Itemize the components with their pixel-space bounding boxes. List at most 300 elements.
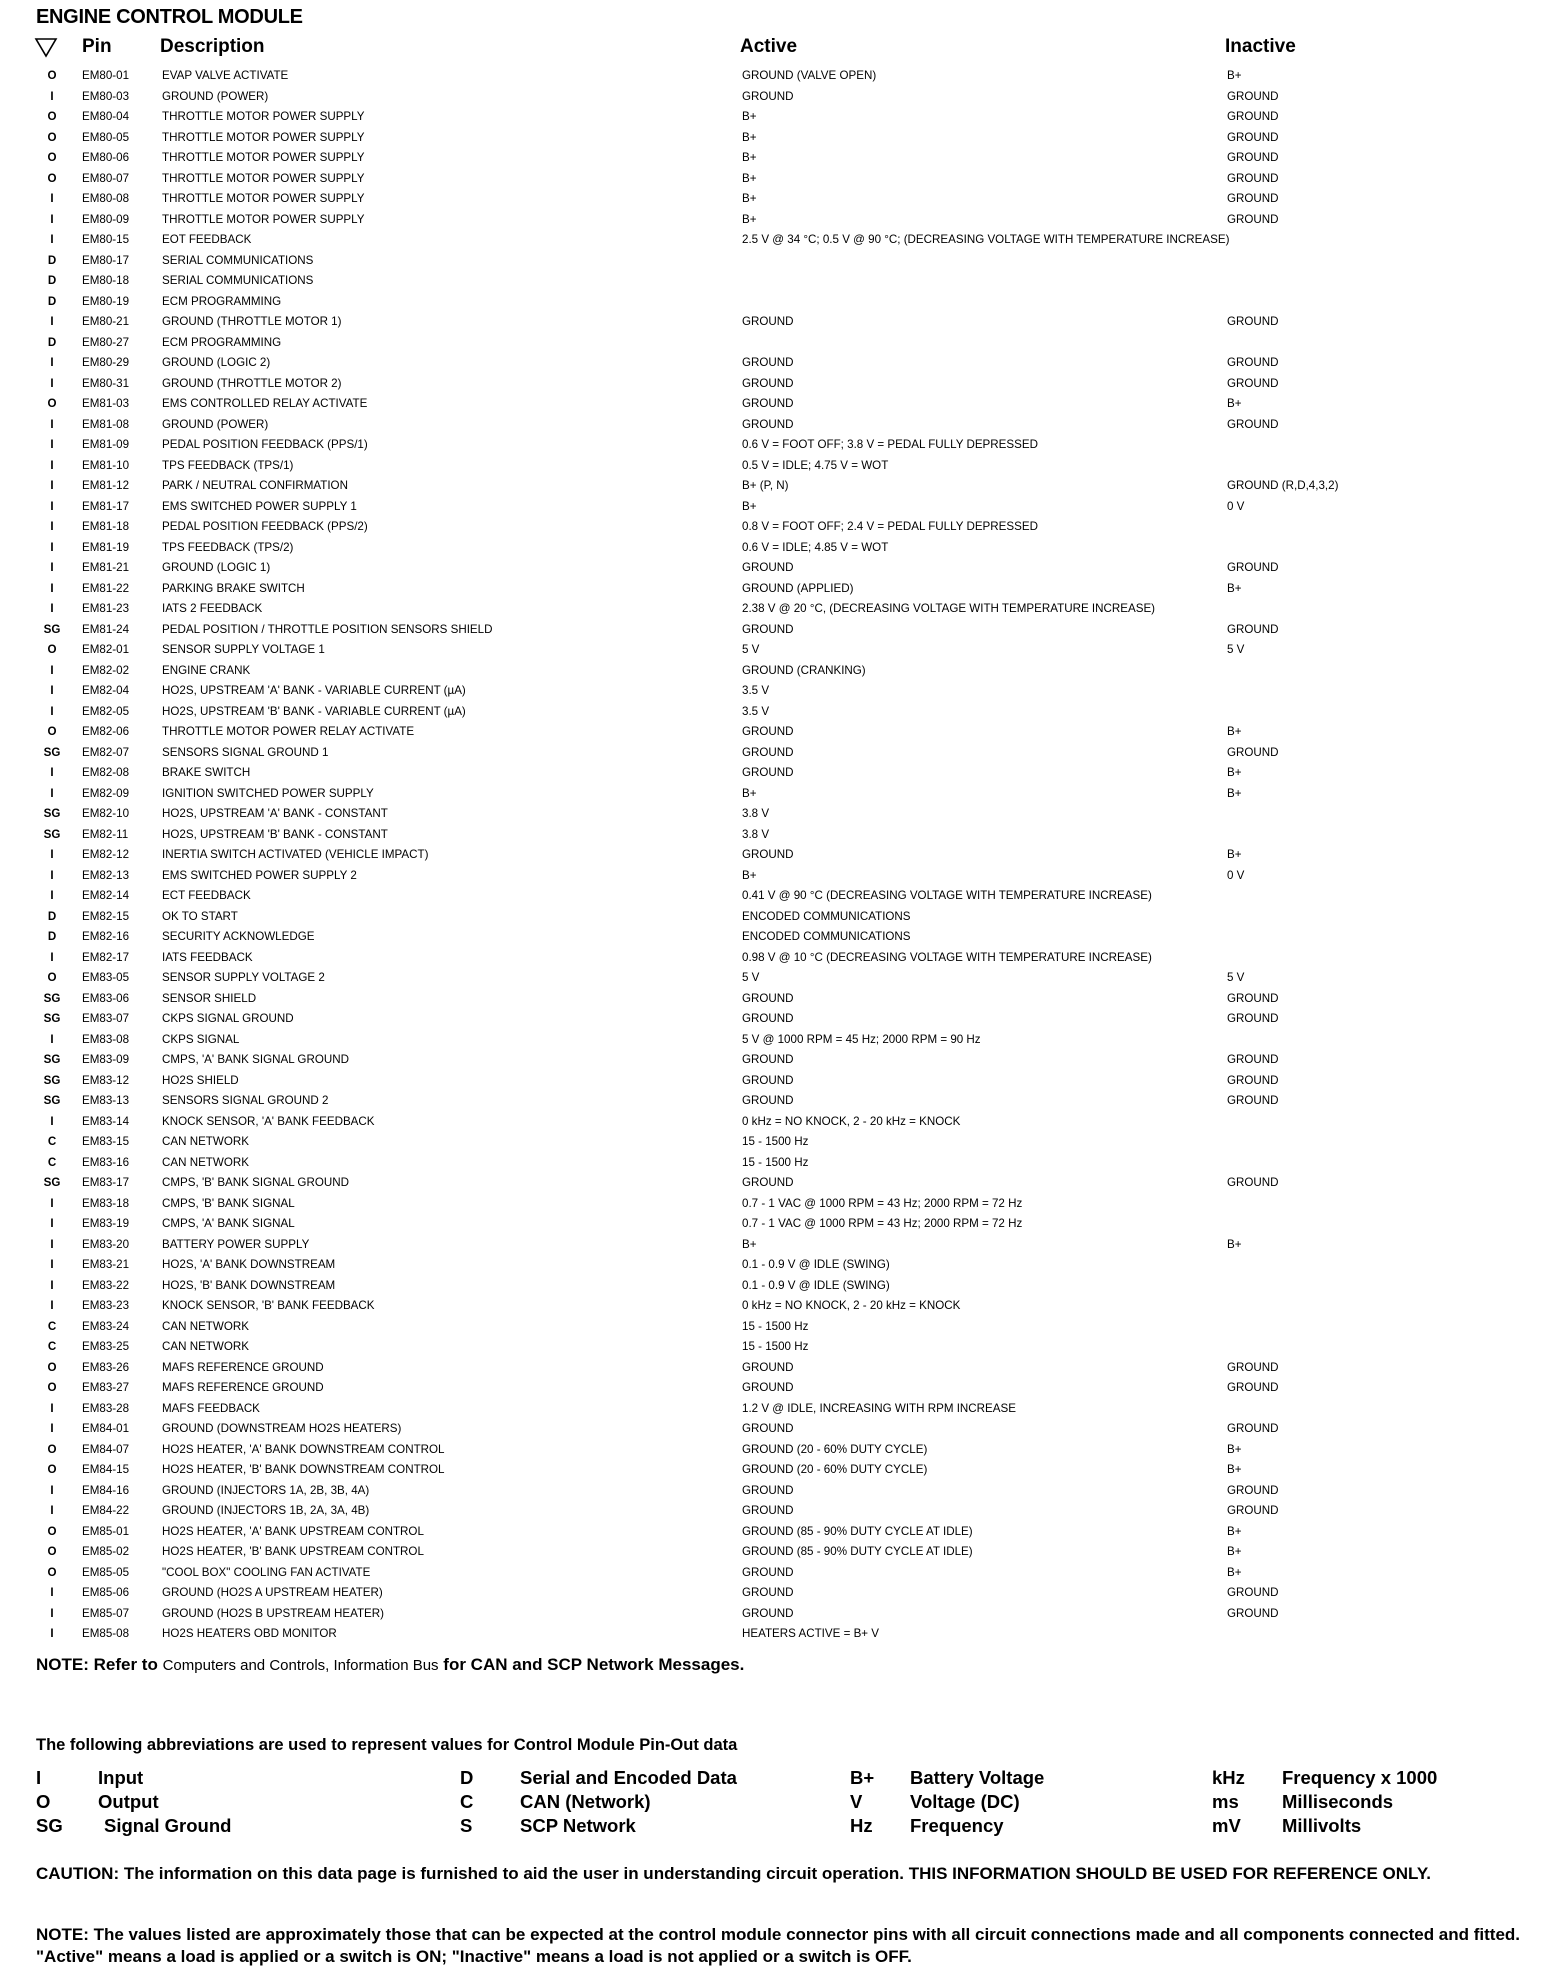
- pin-description: MAFS REFERENCE GROUND: [162, 1381, 324, 1394]
- io-type: SG: [43, 1094, 61, 1107]
- io-type: I: [50, 1196, 54, 1210]
- note-refer: Refer to: [93, 1655, 158, 1674]
- io-type: D: [47, 909, 57, 923]
- pin-description: EMS SWITCHED POWER SUPPLY 1: [162, 499, 357, 513]
- pin-id: EM81-03: [82, 397, 130, 410]
- pin-id: EM85-07: [82, 1606, 130, 1620]
- pin-id: EM82-02: [82, 663, 130, 677]
- pin-description: CMPS, 'B' BANK SIGNAL GROUND: [162, 1176, 349, 1189]
- header-pin: Pin: [82, 36, 112, 57]
- table-row: [0, 210, 1568, 231]
- pin-description: SERIAL COMMUNICATIONS: [162, 274, 314, 287]
- pin-id: EM83-27: [82, 1381, 130, 1394]
- io-type: I: [50, 540, 54, 554]
- pin-id: EM83-20: [82, 1237, 130, 1251]
- pin-description: HO2S, UPSTREAM 'B' BANK - CONSTANT: [162, 827, 388, 841]
- table-row: [0, 1276, 1568, 1297]
- abbreviation-code: S: [460, 1815, 473, 1836]
- pin-description: IATS FEEDBACK: [162, 950, 253, 964]
- pin-description: EVAP VALVE ACTIVATE: [162, 69, 289, 82]
- pin-description: EMS CONTROLLED RELAY ACTIVATE: [162, 397, 368, 410]
- active-value: GROUND: [742, 1565, 794, 1579]
- table-row: [0, 87, 1568, 108]
- io-type: I: [50, 561, 54, 574]
- active-value: B+: [742, 151, 757, 164]
- pin-id: EM80-21: [82, 315, 130, 328]
- pin-id: EM82-16: [82, 930, 130, 943]
- table-row: [0, 1050, 1568, 1071]
- active-value: ENCODED COMMUNICATIONS: [742, 909, 911, 923]
- active-value: B+: [742, 171, 757, 185]
- io-type: O: [47, 110, 57, 123]
- triangle-icon: [34, 36, 58, 58]
- pin-description: GROUND (THROTTLE MOTOR 2): [162, 376, 342, 390]
- active-value: 3.5 V: [742, 684, 770, 697]
- io-type: I: [50, 889, 54, 902]
- table-row: [0, 374, 1568, 395]
- pin-description: CAN NETWORK: [162, 1155, 249, 1169]
- active-value: 0 kHz = NO KNOCK, 2 - 20 kHz = KNOCK: [742, 1114, 961, 1128]
- io-type: C: [47, 1319, 57, 1333]
- active-value: ENCODED COMMUNICATIONS: [742, 930, 911, 943]
- pin-id: EM82-05: [82, 704, 130, 718]
- active-value: GROUND (20 - 60% DUTY CYCLE): [742, 1463, 928, 1476]
- pin-id: EM83-18: [82, 1196, 130, 1210]
- table-row: [0, 722, 1568, 743]
- table-row: [0, 989, 1568, 1010]
- pin-description: PEDAL POSITION / THROTTLE POSITION SENSORS SHIELD: [162, 622, 493, 636]
- pin-id: EM81-12: [82, 479, 130, 492]
- pin-description: GROUND (LOGIC 2): [162, 356, 271, 369]
- table-row: [0, 968, 1568, 989]
- table-row: [0, 1419, 1568, 1440]
- inactive-value: 0 V: [1227, 499, 1245, 513]
- io-type: I: [50, 1586, 54, 1599]
- active-value: B+ (P, N): [742, 479, 789, 492]
- pin-id: EM83-13: [82, 1094, 130, 1107]
- active-value: B+: [742, 192, 757, 205]
- table-row: [0, 825, 1568, 846]
- abbreviations-intro: The following abbreviations are used to represent values for Control Module Pin-Out data: [36, 1736, 738, 1754]
- active-value: GROUND: [742, 1360, 794, 1374]
- table-row: [0, 353, 1568, 374]
- io-type: SG: [43, 1053, 61, 1066]
- active-value: 0.1 - 0.9 V @ IDLE (SWING): [742, 1278, 890, 1292]
- table-row: [0, 415, 1568, 436]
- pin-id: EM83-17: [82, 1176, 130, 1189]
- io-type: I: [50, 786, 54, 800]
- table-row: [0, 558, 1568, 579]
- pin-id: EM83-08: [82, 1032, 130, 1046]
- pin-description: IGNITION SWITCHED POWER SUPPLY: [162, 786, 374, 800]
- pin-description: GROUND (INJECTORS 1B, 2A, 3A, 4B): [162, 1504, 370, 1517]
- pin-id: EM81-19: [82, 540, 130, 554]
- io-type: C: [47, 1135, 57, 1148]
- pin-id: EM82-12: [82, 848, 130, 861]
- pin-description: MAFS REFERENCE GROUND: [162, 1360, 324, 1374]
- active-value: GROUND (CRANKING): [742, 663, 866, 677]
- inactive-value: B+: [1227, 1565, 1242, 1579]
- pin-description: GROUND (INJECTORS 1A, 2B, 3B, 4A): [162, 1483, 370, 1497]
- table-row: [0, 456, 1568, 477]
- inactive-value: B+: [1227, 581, 1242, 595]
- pin-id: EM83-14: [82, 1114, 130, 1128]
- pin-id: EM81-24: [82, 622, 130, 636]
- pin-id: EM80-04: [82, 110, 130, 123]
- active-value: GROUND: [742, 315, 794, 328]
- table-row: [0, 538, 1568, 559]
- table-row: [0, 1235, 1568, 1256]
- pin-id: EM81-23: [82, 602, 130, 615]
- pin-description: HO2S, UPSTREAM 'A' BANK - CONSTANT: [162, 807, 388, 820]
- io-type: I: [50, 602, 54, 615]
- io-type: SG: [43, 1073, 61, 1087]
- active-value: 0.98 V @ 10 °C (DECREASING VOLTAGE WITH TEMPERATURE INCREASE): [742, 950, 1152, 964]
- pin-id: EM83-23: [82, 1299, 130, 1312]
- pin-id: EM81-08: [82, 417, 130, 431]
- inactive-value: GROUND: [1227, 110, 1279, 123]
- inactive-value: B+: [1227, 69, 1242, 82]
- active-value: 3.5 V: [742, 704, 770, 718]
- active-value: B+: [742, 786, 757, 800]
- active-value: GROUND: [742, 1053, 794, 1066]
- io-type: C: [47, 1340, 57, 1353]
- inactive-value: GROUND: [1227, 622, 1279, 636]
- table-row: [0, 784, 1568, 805]
- pin-description: SENSORS SIGNAL GROUND 1: [162, 745, 329, 759]
- pin-description: PARK / NEUTRAL CONFIRMATION: [162, 479, 348, 492]
- io-type: O: [47, 725, 57, 738]
- active-value: GROUND: [742, 1381, 794, 1394]
- inactive-value: GROUND: [1227, 1012, 1279, 1025]
- table-row: [0, 1542, 1568, 1563]
- pin-id: EM82-13: [82, 868, 130, 882]
- table-row: [0, 1460, 1568, 1481]
- pin-description: KNOCK SENSOR, 'B' BANK FEEDBACK: [162, 1299, 375, 1312]
- io-type: D: [47, 335, 57, 349]
- page-title: ENGINE CONTROL MODULE: [36, 6, 303, 28]
- pin-description: HO2S HEATER, 'B' BANK UPSTREAM CONTROL: [162, 1545, 424, 1558]
- abbreviation-meaning: Millivolts: [1282, 1815, 1362, 1836]
- pin-id: EM83-16: [82, 1155, 130, 1169]
- pin-id: EM83-05: [82, 971, 130, 984]
- io-type: I: [50, 1032, 54, 1046]
- pin-description: GROUND (LOGIC 1): [162, 561, 271, 574]
- pin-id: EM80-15: [82, 233, 130, 246]
- pin-id: EM80-07: [82, 171, 130, 185]
- io-type: O: [47, 151, 57, 164]
- inactive-value: B+: [1227, 848, 1242, 861]
- io-type: I: [50, 356, 54, 369]
- pin-id: EM81-22: [82, 581, 130, 595]
- active-value: GROUND: [742, 417, 794, 431]
- io-type: I: [50, 848, 54, 861]
- active-value: 0.41 V @ 90 °C (DECREASING VOLTAGE WITH TEMPERATURE INCREASE): [742, 889, 1152, 902]
- table-row: [0, 1583, 1568, 1604]
- pin-description: PARKING BRAKE SWITCH: [162, 581, 305, 595]
- io-type: O: [47, 1381, 57, 1394]
- abbreviation-code: C: [460, 1791, 474, 1812]
- pin-description: HO2S HEATER, 'B' BANK DOWNSTREAM CONTROL: [162, 1463, 445, 1476]
- inactive-value: GROUND: [1227, 1504, 1279, 1517]
- abbreviation-code: SG: [36, 1815, 63, 1836]
- pin-description: SENSOR SUPPLY VOLTAGE 2: [162, 971, 325, 984]
- pin-id: EM85-02: [82, 1545, 130, 1558]
- table-row: [0, 333, 1568, 354]
- table-row: [0, 148, 1568, 169]
- io-type: I: [50, 684, 54, 697]
- pin-description: ENGINE CRANK: [162, 663, 251, 677]
- pin-id: EM82-04: [82, 684, 130, 697]
- pin-description: CKPS SIGNAL: [162, 1032, 240, 1046]
- active-value: 0.6 V = IDLE; 4.85 V = WOT: [742, 540, 889, 554]
- table-row: [0, 1296, 1568, 1317]
- pin-description: THROTTLE MOTOR POWER SUPPLY: [162, 151, 365, 164]
- io-type: I: [50, 499, 54, 513]
- io-type: I: [50, 704, 54, 718]
- pin-description: PEDAL POSITION FEEDBACK (PPS/1): [162, 438, 368, 451]
- pin-description: PEDAL POSITION FEEDBACK (PPS/2): [162, 520, 368, 533]
- pin-description: EMS SWITCHED POWER SUPPLY 2: [162, 868, 357, 882]
- table-row: [0, 230, 1568, 251]
- header-description: Description: [160, 36, 265, 57]
- pin-id: EM81-09: [82, 438, 130, 451]
- active-value: 0.1 - 0.9 V @ IDLE (SWING): [742, 1258, 890, 1271]
- io-type: I: [50, 1606, 54, 1620]
- active-value: 2.38 V @ 20 °C, (DECREASING VOLTAGE WITH TEMPERATURE INCREASE): [742, 602, 1156, 615]
- inactive-value: GROUND: [1227, 1586, 1279, 1599]
- inactive-value: GROUND: [1227, 1073, 1279, 1087]
- io-type: SG: [43, 622, 61, 636]
- inactive-value: GROUND: [1227, 1053, 1279, 1066]
- active-value: 0.7 - 1 VAC @ 1000 RPM = 43 Hz; 2000 RPM = 72 Hz: [742, 1217, 1023, 1230]
- abbreviation-code: B+: [850, 1767, 875, 1788]
- pin-id: EM81-18: [82, 520, 130, 533]
- active-value: 5 V: [742, 971, 760, 984]
- pin-description: GROUND (THROTTLE MOTOR 1): [162, 315, 342, 328]
- io-type: D: [47, 253, 57, 267]
- io-type: D: [47, 294, 57, 308]
- pin-description: BATTERY POWER SUPPLY: [162, 1237, 310, 1251]
- pin-id: EM81-21: [82, 561, 130, 574]
- pin-description: CAN NETWORK: [162, 1340, 249, 1353]
- pinout-table: [0, 66, 1568, 1645]
- active-value: GROUND: [742, 1504, 794, 1517]
- abbreviation-meaning: CAN (Network): [520, 1791, 651, 1812]
- active-value: GROUND: [742, 1094, 794, 1107]
- active-value: 15 - 1500 Hz: [742, 1135, 809, 1148]
- active-value: 2.5 V @ 34 °C; 0.5 V @ 90 °C; (DECREASING VOLTAGE WITH TEMPERATURE INCREASE): [742, 233, 1230, 246]
- io-type: O: [47, 1442, 57, 1456]
- io-type: I: [50, 1114, 54, 1128]
- inactive-value: B+: [1227, 766, 1242, 779]
- pin-description: THROTTLE MOTOR POWER SUPPLY: [162, 212, 365, 226]
- io-type: I: [50, 1504, 54, 1517]
- active-value: B+: [742, 212, 757, 226]
- pin-id: EM83-12: [82, 1073, 130, 1087]
- pin-description: INERTIA SWITCH ACTIVATED (VEHICLE IMPACT): [162, 848, 429, 861]
- table-row: [0, 886, 1568, 907]
- abbreviation-code: kHz: [1212, 1767, 1245, 1788]
- pin-id: EM83-28: [82, 1401, 130, 1415]
- table-row: [0, 394, 1568, 415]
- table-row: [0, 579, 1568, 600]
- inactive-value: B+: [1227, 1524, 1242, 1538]
- table-row: [0, 1604, 1568, 1625]
- pin-id: EM85-06: [82, 1586, 130, 1599]
- io-type: SG: [43, 807, 61, 820]
- pin-id: EM80-29: [82, 356, 130, 369]
- io-type: O: [47, 1545, 57, 1558]
- active-value: GROUND: [742, 376, 794, 390]
- inactive-value: GROUND: [1227, 212, 1279, 226]
- abbreviation-code: ms: [1212, 1791, 1239, 1812]
- abbreviation-meaning: Battery Voltage: [910, 1767, 1045, 1788]
- table-row: [0, 251, 1568, 272]
- abbreviation-meaning: Output: [98, 1791, 159, 1812]
- abbreviation-meaning: Frequency: [910, 1815, 1004, 1836]
- abbreviation-code: I: [36, 1767, 42, 1788]
- io-type: O: [47, 1565, 57, 1579]
- active-value: GROUND: [742, 561, 794, 574]
- pin-id: EM85-01: [82, 1524, 130, 1538]
- inactive-value: B+: [1227, 786, 1242, 800]
- inactive-value: B+: [1227, 397, 1242, 410]
- pin-description: ECT FEEDBACK: [162, 889, 251, 902]
- active-value: GROUND: [742, 1073, 794, 1087]
- pin-id: EM80-18: [82, 274, 130, 287]
- table-row: [0, 1112, 1568, 1133]
- inactive-value: GROUND: [1227, 315, 1279, 328]
- io-type: SG: [43, 1012, 61, 1025]
- pin-description: HO2S HEATERS OBD MONITOR: [162, 1627, 337, 1640]
- inactive-value: B+: [1227, 1237, 1242, 1251]
- pin-description: IATS 2 FEEDBACK: [162, 602, 263, 615]
- active-value: GROUND: [742, 766, 794, 779]
- active-value: GROUND: [742, 745, 794, 759]
- io-type: I: [50, 315, 54, 328]
- pin-id: EM83-24: [82, 1319, 130, 1333]
- io-type: I: [50, 1483, 54, 1497]
- active-value: 15 - 1500 Hz: [742, 1319, 809, 1333]
- io-type: I: [50, 212, 54, 226]
- table-row: [0, 640, 1568, 661]
- pin-description: SECURITY ACKNOWLEDGE: [162, 930, 315, 943]
- table-row: [0, 907, 1568, 928]
- pin-id: EM83-07: [82, 1012, 130, 1025]
- pin-id: EM80-27: [82, 335, 130, 349]
- pin-id: EM85-05: [82, 1565, 130, 1579]
- inactive-value: GROUND: [1227, 171, 1279, 185]
- note-label: NOTE:: [36, 1655, 89, 1674]
- table-row: [0, 1358, 1568, 1379]
- inactive-value: GROUND: [1227, 130, 1279, 144]
- table-row: [0, 1317, 1568, 1338]
- active-value: 5 V: [742, 643, 760, 656]
- io-type: I: [50, 868, 54, 882]
- pin-id: EM82-01: [82, 643, 130, 656]
- table-row: [0, 1337, 1568, 1358]
- pin-description: TPS FEEDBACK (TPS/2): [162, 540, 294, 554]
- active-value: GROUND (85 - 90% DUTY CYCLE AT IDLE): [742, 1545, 973, 1558]
- io-type: I: [50, 417, 54, 431]
- table-row: [0, 1214, 1568, 1235]
- inactive-value: GROUND (R,D,4,3,2): [1227, 479, 1339, 492]
- abbreviation-code: mV: [1212, 1815, 1241, 1836]
- pin-description: EOT FEEDBACK: [162, 233, 252, 246]
- active-value: 15 - 1500 Hz: [742, 1340, 809, 1353]
- pin-id: EM83-22: [82, 1278, 130, 1292]
- pin-description: "COOL BOX" COOLING FAN ACTIVATE: [162, 1565, 371, 1579]
- pin-description: GROUND (HO2S A UPSTREAM HEATER): [162, 1586, 383, 1599]
- io-type: SG: [43, 745, 61, 759]
- inactive-value: GROUND: [1227, 1381, 1279, 1394]
- active-value: 3.8 V: [742, 807, 770, 820]
- active-value: GROUND: [742, 725, 794, 738]
- active-value: GROUND: [742, 991, 794, 1005]
- active-value: GROUND: [742, 356, 794, 369]
- io-type: I: [50, 1217, 54, 1230]
- io-type: O: [47, 397, 57, 410]
- table-row: [0, 128, 1568, 149]
- abbreviation-meaning: Input: [98, 1767, 144, 1788]
- pin-description: THROTTLE MOTOR POWER SUPPLY: [162, 171, 365, 185]
- active-value: GROUND: [742, 89, 794, 103]
- table-row: [0, 1173, 1568, 1194]
- table-row: [0, 312, 1568, 333]
- table-row: [0, 1522, 1568, 1543]
- pin-description: THROTTLE MOTOR POWER SUPPLY: [162, 110, 365, 123]
- io-type: O: [47, 643, 57, 656]
- inactive-value: GROUND: [1227, 991, 1279, 1005]
- abbreviation-code: Hz: [850, 1815, 873, 1836]
- abbreviation-code: O: [36, 1791, 51, 1812]
- pin-id: EM81-17: [82, 499, 130, 513]
- io-type: SG: [43, 991, 61, 1005]
- inactive-value: GROUND: [1227, 1176, 1279, 1189]
- pin-description: GROUND (HO2S B UPSTREAM HEATER): [162, 1606, 385, 1620]
- io-type: I: [50, 376, 54, 390]
- pin-id: EM82-06: [82, 725, 130, 738]
- pin-id: EM84-16: [82, 1483, 130, 1497]
- active-value: 15 - 1500 Hz: [742, 1155, 809, 1169]
- table-row: [0, 1378, 1568, 1399]
- pin-description: GROUND (POWER): [162, 89, 269, 103]
- pin-description: THROTTLE MOTOR POWER RELAY ACTIVATE: [162, 725, 415, 738]
- pin-description: THROTTLE MOTOR POWER SUPPLY: [162, 130, 365, 144]
- pin-description: CMPS, 'A' BANK SIGNAL GROUND: [162, 1053, 349, 1066]
- pin-description: THROTTLE MOTOR POWER SUPPLY: [162, 192, 365, 205]
- inactive-value: 5 V: [1227, 971, 1245, 984]
- abbreviation-meaning: Voltage (DC): [910, 1791, 1020, 1812]
- io-type: I: [50, 766, 54, 779]
- table-row: [0, 599, 1568, 620]
- io-type: C: [47, 1155, 57, 1169]
- pin-description: GROUND (POWER): [162, 417, 269, 431]
- io-type: D: [47, 274, 57, 287]
- pin-id: EM84-22: [82, 1504, 130, 1517]
- active-value: GROUND: [742, 1422, 794, 1435]
- inactive-value: GROUND: [1227, 561, 1279, 574]
- inactive-value: GROUND: [1227, 1360, 1279, 1374]
- pin-id: EM84-07: [82, 1442, 130, 1456]
- inactive-value: B+: [1227, 725, 1242, 738]
- table-row: [0, 66, 1568, 87]
- io-type: O: [47, 1360, 57, 1374]
- inactive-value: B+: [1227, 1442, 1242, 1456]
- table-row: [0, 1009, 1568, 1030]
- table-row: [0, 1563, 1568, 1584]
